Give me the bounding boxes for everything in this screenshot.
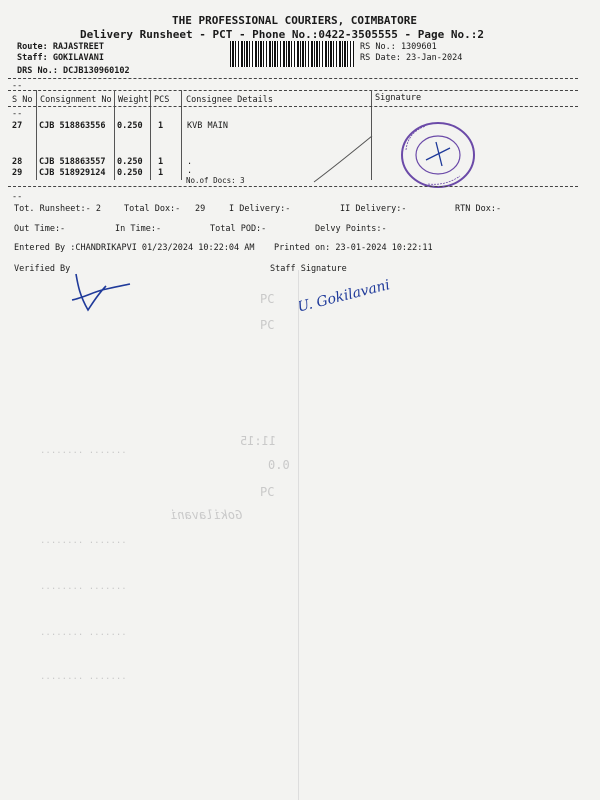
rs-number: RS No.: 1309601 (360, 42, 437, 52)
row-weight: 0.250 (117, 168, 143, 178)
out-time: Out Time:- (14, 224, 66, 234)
bleed-through: 0.0 (268, 458, 290, 472)
drs-number: DRS No.: DCJB130960102 (17, 66, 130, 76)
row-sno: 28 (12, 157, 23, 167)
col-rule-1 (36, 90, 37, 180)
verified-by-label: Verified By (14, 264, 71, 274)
col-sno-header: S No (12, 95, 33, 105)
bleed-through: PC (260, 292, 275, 306)
table-header-rule (8, 106, 578, 107)
i-delivery: I Delivery:- (229, 204, 291, 214)
col-cons-header: Consignment No (40, 95, 112, 105)
row-details: . (187, 157, 193, 167)
row-details: KVB MAIN (187, 121, 228, 131)
company-title: THE PROFESSIONAL COURIERS, COIMBATORE (172, 14, 418, 27)
bleed-through: ........ ....... (40, 582, 127, 592)
row-pcs: 1 (158, 168, 164, 178)
total-dox-value: 29 (195, 204, 206, 214)
divider-marks: -- (12, 192, 23, 202)
col-weight-header: Weight (118, 95, 149, 105)
row-consignment: CJB 518929124 (39, 168, 106, 178)
bleed-through: Gokilavani (170, 508, 243, 522)
entered-by: Entered By :CHANDRIKAPVI 01/23/2024 10:22:04 AM (14, 243, 255, 253)
rtn-dox: RTN Dox:- (455, 204, 502, 214)
row-weight: 0.250 (117, 157, 143, 167)
col-rule-3 (150, 90, 151, 180)
col-details-header: Consignee Details (186, 95, 273, 105)
row-consignment: CJB 518863556 (39, 121, 106, 131)
staff-signature-label: Staff Signature (270, 264, 347, 274)
bleed-through: ........ ....... (40, 446, 127, 456)
row-sno: 27 (12, 121, 23, 131)
in-time: In Time:- (115, 224, 162, 234)
ii-delivery: II Delivery:- (340, 204, 407, 214)
bleed-through: PC (260, 485, 275, 499)
row-pcs: 1 (158, 121, 164, 131)
printed-on: Printed on: 23-01-2024 10:22:11 (274, 243, 433, 253)
staff-handwritten-name: U. Gokilavani (296, 277, 392, 316)
table-top-rule (8, 90, 578, 91)
total-dox-label: Total Dox:- (124, 204, 181, 214)
verifier-signature (66, 270, 136, 318)
no-of-docs: No.of Docs: 3 (186, 176, 245, 185)
divider-marks: -- (12, 109, 23, 119)
bleed-through: ........ ....... (40, 672, 127, 682)
header-divider (8, 78, 578, 79)
page-fold (298, 270, 299, 800)
delivery-points: Delvy Points:- (315, 224, 387, 234)
col-pcs-header: PCS (154, 95, 170, 105)
bleed-through: 11:15 (240, 434, 277, 448)
bleed-through: ........ ....... (40, 628, 127, 638)
col-signature-header: Signature (375, 93, 422, 103)
row-sno: 29 (12, 168, 23, 178)
signature-scribble (310, 130, 400, 190)
barcode (230, 41, 354, 67)
rs-date: RS Date: 23-Jan-2024 (360, 53, 463, 63)
row-details: . (187, 166, 193, 176)
route-label: Route: RAJASTREET (17, 42, 104, 52)
company-stamp (398, 120, 478, 190)
bleed-through: PC (260, 318, 275, 332)
row-pcs: 1 (158, 157, 164, 167)
col-rule-4 (181, 90, 182, 180)
staff-label: Staff: GOKILAVANI (17, 53, 104, 63)
row-weight: 0.250 (117, 121, 143, 131)
runsheet-subtitle: Delivery Runsheet - PCT - Phone No.:0422-3505555 - Page No.:2 (80, 28, 484, 41)
row-consignment: CJB 518863557 (39, 157, 106, 167)
total-runsheet: Tot. Runsheet:- 2 (14, 204, 101, 214)
divider-marks: -- (12, 81, 23, 91)
bleed-through: ........ ....... (40, 536, 127, 546)
col-rule-2 (114, 90, 115, 180)
table-bottom-rule (8, 186, 578, 187)
total-pod: Total POD:- (210, 224, 267, 234)
